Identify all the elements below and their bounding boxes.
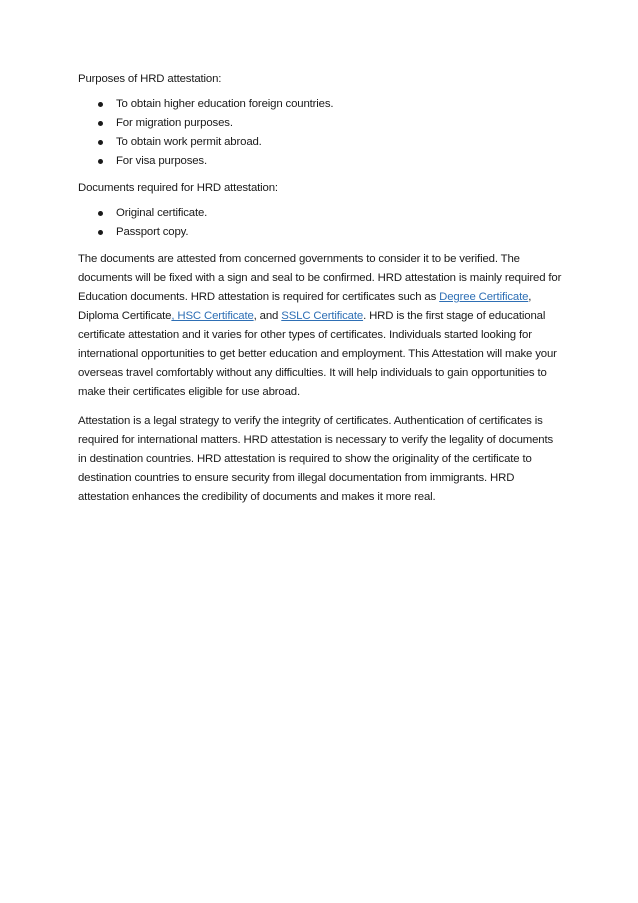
document-page	[78, 70, 564, 517]
documents-heading: Documents required for HRD attestation:	[78, 182, 278, 194]
list-item: To obtain work permit abroad.	[78, 133, 564, 152]
body-paragraph-1	[78, 250, 564, 402]
list-item: Original certificate.	[78, 204, 564, 223]
list-item: For migration purposes.	[78, 114, 564, 133]
sslc-certificate-link[interactable]: SSLC Certificate	[281, 310, 364, 322]
purposes-heading: Purposes of HRD attestation:	[78, 73, 222, 85]
list-item: To obtain higher education foreign countries.	[78, 95, 564, 114]
purposes-list	[78, 95, 564, 171]
body-paragraph-2: Attestation is a legal strategy to verify the integrity of certificates. Authentication of certificates is required for international matters. HRD attestation is necessary to verify the legality of documents in destination countries. HRD attestation is required to show the originality of the certificate to destination countries to ensure security from illegal documentation from immigrants. HRD attestation enhances the credibility of documents and makes it more real.	[78, 415, 554, 503]
hsc-certificate-link[interactable]: , HSC Certificate	[171, 310, 254, 322]
degree-certificate-link[interactable]: Degree Certificate	[439, 291, 529, 303]
paragraph-text: . HRD is the first stage of educational certificate attestation and it varies for other types of certificates. Individuals started looking for international opportunities to get better education and employment. This Attestation will make your overseas travel comfortably without any difficulties. It will help individuals to gain opportunities to make their certificates eligible for use abroad.	[78, 310, 557, 398]
list-item: Passport copy.	[78, 223, 564, 242]
list-item: For visa purposes.	[78, 152, 564, 171]
paragraph-text: , and	[253, 310, 282, 322]
documents-list	[78, 204, 564, 242]
paragraph-text: , Diploma Certificate	[78, 291, 532, 322]
paragraph-text: The documents are attested from concerned governments to consider it to be verified. The documents will be fixed with a sign and seal to be confirmed. HRD attestation is mainly required for Education documents. HRD attestation is required for certificates such as	[78, 253, 562, 303]
